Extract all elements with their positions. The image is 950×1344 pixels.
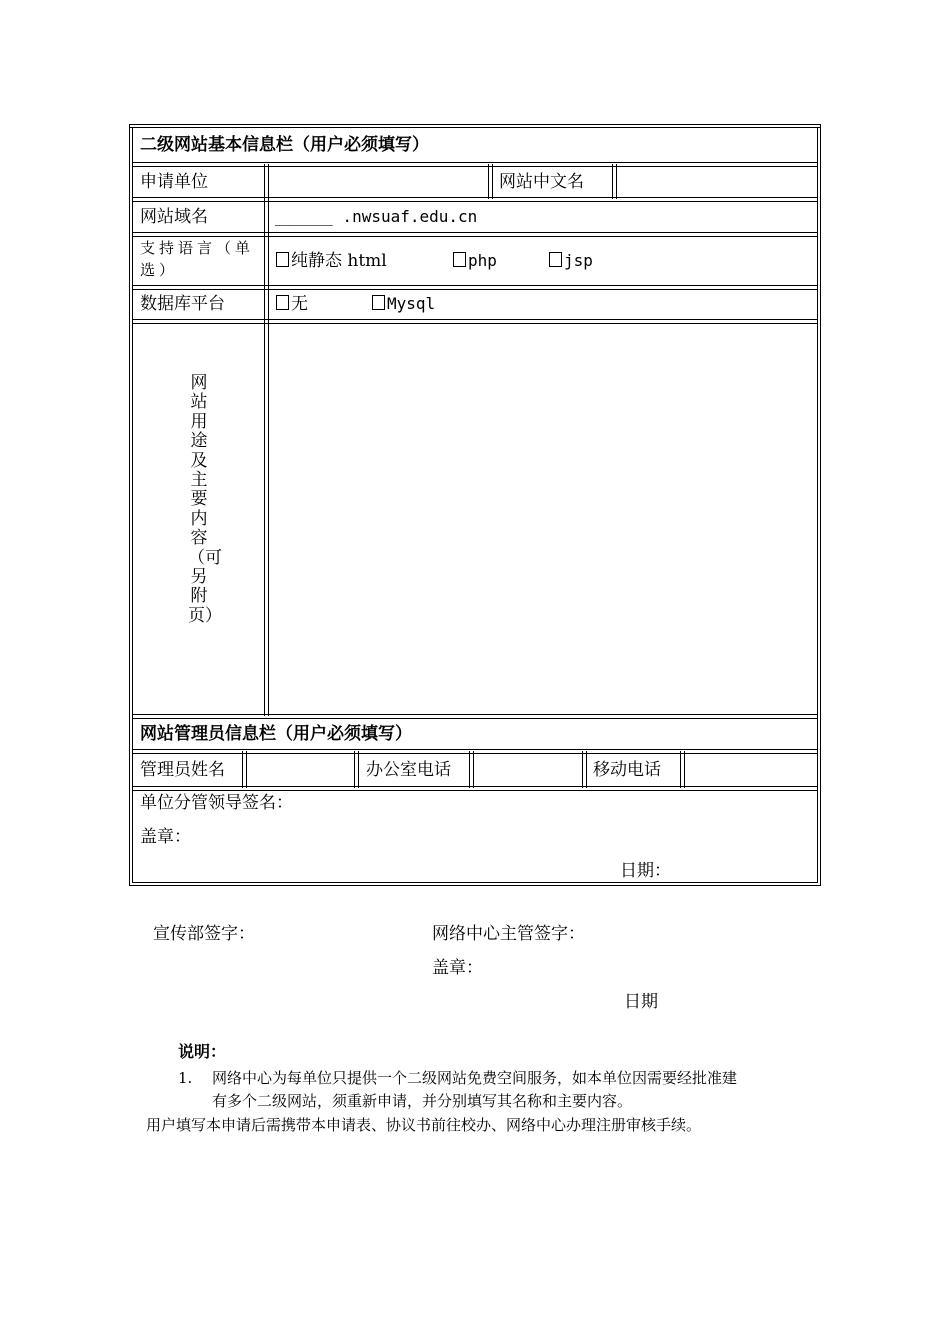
seal-label: 盖章： (140, 827, 191, 847)
date-label: 日期： (620, 861, 671, 881)
row-divider (132, 197, 818, 202)
checkbox-icon[interactable] (276, 295, 289, 310)
row-divider (132, 319, 818, 324)
row-divider (132, 786, 818, 791)
column-divider (612, 164, 617, 199)
notes-item1-line1: 网络中心为每单位只提供一个二级网站免费空间服务，如本单位因需要经批准建 (212, 1069, 738, 1087)
purpose-label: 网站用途及主要内容（可另附页） (188, 373, 222, 626)
checkbox-icon[interactable] (549, 252, 562, 267)
office-phone-label: 办公室电话 (366, 760, 451, 780)
column-divider (242, 751, 247, 788)
notes-item1-line2: 有多个二级网站，须重新申请，并分别填写其名称和主要内容。 (212, 1092, 633, 1110)
checkbox-icon[interactable] (276, 252, 289, 267)
notes-line2: 用户填写本申请后需携带本申请表、协议书前往校办、网络中心办理注册审核手续。 (146, 1116, 702, 1134)
network-sign-label: 网络中心主管签字： (432, 924, 585, 944)
checkbox-icon[interactable] (372, 295, 385, 310)
mobile-field[interactable] (688, 757, 814, 783)
language-option-jsp[interactable]: jsp (549, 251, 593, 271)
chinese-name-label: 网站中文名 (499, 172, 584, 192)
office-phone-field[interactable] (477, 757, 577, 783)
column-divider (582, 751, 587, 788)
section2-title: 网站管理员信息栏（用户必须填写） (140, 724, 412, 744)
domain-label: 网站域名 (140, 207, 208, 227)
purpose-field[interactable] (272, 328, 812, 708)
column-divider (469, 751, 474, 788)
checkbox-icon[interactable] (453, 252, 466, 267)
column-divider (680, 751, 685, 788)
database-label: 数据库平台 (140, 294, 225, 314)
leader-sign-label: 单位分管领导签名： (140, 793, 293, 813)
database-option-none[interactable]: 无 (276, 294, 308, 314)
chinese-name-field[interactable] (620, 172, 812, 192)
language-option-html[interactable]: 纯静态 html (276, 251, 387, 271)
footer-date-label: 日期 (624, 992, 658, 1012)
section1-title: 二级网站基本信息栏（用户必须填写） (140, 135, 429, 155)
column-divider (354, 751, 359, 788)
language-option-php[interactable]: php (453, 251, 497, 271)
row-divider (132, 162, 818, 167)
mobile-label: 移动电话 (593, 760, 661, 780)
column-divider (488, 164, 493, 199)
notes-item1-number: 1. (178, 1069, 193, 1087)
domain-field[interactable]: ______ .nwsuaf.edu.cn (275, 207, 478, 226)
row-divider (132, 285, 818, 290)
row-divider (132, 749, 818, 754)
language-label: 支持语言（单选） (140, 239, 255, 279)
admin-name-field[interactable] (250, 757, 350, 783)
admin-name-label: 管理员姓名 (140, 760, 225, 780)
database-option-mysql[interactable]: Mysql (372, 294, 435, 314)
publicity-sign-label: 宣传部签字： (153, 924, 255, 944)
applicant-field[interactable] (272, 172, 484, 192)
footer-seal-label: 盖章： (432, 958, 483, 978)
applicant-label: 申请单位 (140, 172, 208, 192)
column-divider (264, 164, 269, 716)
row-divider (132, 714, 818, 719)
notes-heading: 说明： (178, 1042, 227, 1061)
